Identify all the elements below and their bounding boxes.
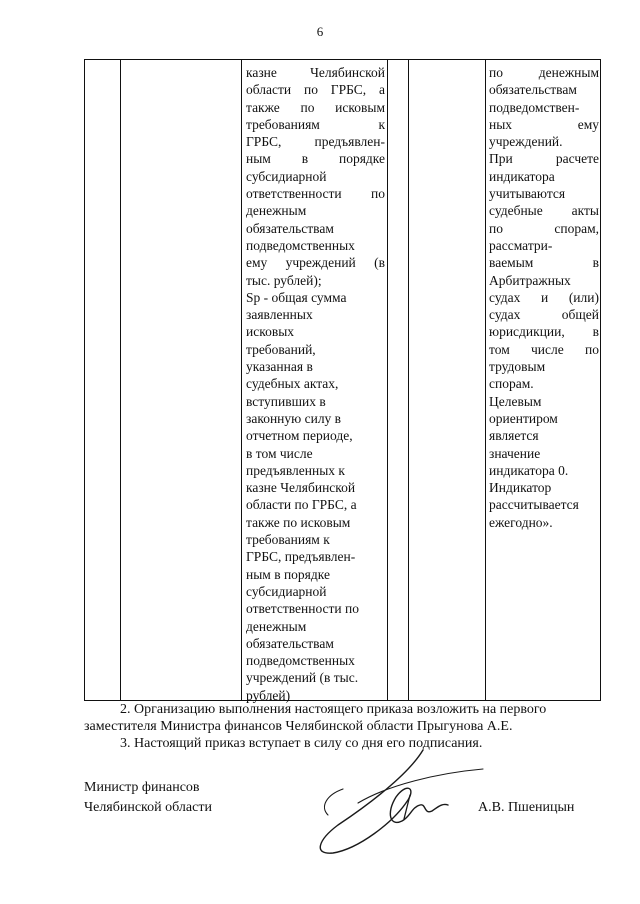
cell-line: рублей) [246,687,291,703]
cell-line: заявленных [246,307,313,323]
cell-word: порядке [338,151,385,167]
cell-line: подведомствен- [489,99,580,115]
cell-line: Целевым [489,393,542,409]
table-column-divider [408,60,409,700]
signer-title-line-1: Министр финансов [84,780,200,795]
paragraph-3: 3. Настоящий приказ вступает в силу со дня его подписания. [120,736,483,751]
cell-line: обязательствам [246,635,334,651]
cell-line [246,150,385,167]
cell-line: Индикатор [489,480,552,496]
cell-line: обязательствам [489,82,577,98]
cell-line: требований, [246,341,316,357]
cell-word: При [489,151,513,167]
cell-word: по [585,341,599,357]
cell-line: индикатора 0. [489,462,569,478]
cell-word: по [489,65,503,80]
cell-line: значение [489,445,541,461]
cell-line: обязательствам [246,220,334,236]
table-border-right [600,60,601,700]
signer-name: А.В. Пшеницын [478,800,575,815]
cell-line: трудовым [489,359,546,375]
cell-word: том [489,341,510,357]
cell-line: ежегодно». [489,514,553,530]
indicator-table-continuation [84,59,601,701]
cell-line: учреждений (в тыс. [246,670,359,686]
cell-word: требованиям [246,116,320,132]
cell-word: спорам, [554,220,599,236]
cell-line [489,116,599,133]
formula-description-cell [246,64,385,704]
cell-line [246,99,385,116]
cell-line [489,254,599,271]
cell-line: подведомственных [246,653,355,669]
cell-line [246,133,385,150]
cell-line: учитываются [489,186,566,202]
cell-line: денежным [246,618,307,634]
cell-line: требованиям к [246,532,330,548]
cell-word: по [303,82,318,98]
cell-word: к [378,116,385,132]
cell-word: исковым [335,99,385,115]
cell-word: предъявлен- [314,134,385,150]
cell-line [246,116,385,133]
table-column-divider [485,60,486,700]
cell-word: казне [246,65,277,80]
cell-word: судах [489,307,521,323]
table-column-divider [387,60,388,700]
cell-word: (или) [568,289,599,305]
cell-word: судах [489,289,521,305]
cell-word: ГРБС, [246,134,282,150]
cell-word: (в [374,255,385,271]
cell-word: области [246,82,292,98]
cell-word: ваемым [489,255,534,271]
cell-word: по [300,99,315,115]
cell-line: в том числе [246,445,313,461]
cell-word: а [378,82,385,98]
cell-word: учреждений [285,255,356,271]
cell-line: предъявленных к [246,462,345,478]
cell-line: учреждений. [489,134,563,150]
cell-line: также по исковым [246,514,351,530]
cell-line [246,254,385,271]
cell-line [489,64,599,81]
cell-line: исковых [246,324,295,340]
cell-word: расчете [555,151,599,167]
cell-line: ответственности по [246,601,360,617]
handwritten-signature [298,745,488,860]
cell-word: денежным [538,65,599,80]
calculation-notes-cell [489,64,599,531]
cell-line [489,323,599,340]
table-column-divider [241,60,242,700]
table-column-divider [120,60,121,700]
cell-line: вступивших в [246,393,326,409]
cell-line: рассматри- [489,237,553,253]
cell-line: ным в порядке [246,566,330,582]
table-border-left [84,60,85,700]
cell-word: в [301,151,309,167]
cell-line: спорам. [489,376,534,392]
cell-word: ным [246,151,271,167]
cell-word: в [592,255,599,271]
cell-word: ему [577,116,599,132]
cell-word: юрисдикции, [489,324,565,340]
cell-line: ориентиром [489,410,558,426]
cell-line: области по ГРБС, а [246,497,357,513]
page-number: 6 [316,24,324,39]
cell-word: в [592,324,599,340]
cell-line: индикатора [489,168,555,184]
cell-line: Арбитражных [489,272,571,288]
cell-word: общей [561,307,599,323]
cell-word: акты [571,203,599,219]
paragraph-2-line-1: 2. Организацию выполнения настоящего приказа возложить на первого [120,702,547,717]
cell-line: денежным [246,203,307,219]
cell-word: числе [531,341,564,357]
cell-word: также [246,99,280,115]
cell-line [489,202,599,219]
cell-line [489,220,599,237]
cell-line: отчетном периоде, [246,428,353,444]
cell-word: ответственности [246,186,342,202]
cell-word: по [489,220,503,236]
cell-word: Челябинской [310,65,385,80]
cell-line: Sp - общая сумма [246,289,347,305]
cell-line: ГРБС, предъявлен- [246,549,356,565]
cell-line: тыс. рублей); [246,272,322,288]
cell-line: является [489,428,539,444]
cell-line [246,81,385,98]
cell-line: законную силу в [246,410,342,426]
cell-line [489,306,599,323]
signer-title-line-2: Челябинской области [84,800,212,815]
cell-line [246,64,385,81]
cell-line [489,289,599,306]
cell-word: ных [489,116,513,132]
cell-line: субсидиарной [246,583,327,599]
cell-word: по [371,186,385,202]
cell-line: рассчитывается [489,497,579,513]
cell-word: ему [246,255,268,271]
cell-line [489,341,599,358]
paragraph-2-line-2: заместителя Министра финансов Челябинской области Прыгунова А.Е. [84,719,513,734]
cell-line: подведомственных [246,237,355,253]
cell-line: казне Челябинской [246,480,356,496]
cell-line: субсидиарной [246,168,327,184]
cell-word: судебные [489,203,543,219]
cell-word: и [540,289,549,305]
cell-line: указанная в [246,359,313,375]
cell-line: судебных актах, [246,376,339,392]
cell-line [246,185,385,202]
cell-word: ГРБС, [330,82,367,98]
signer-title [84,778,212,818]
cell-line [489,150,599,167]
